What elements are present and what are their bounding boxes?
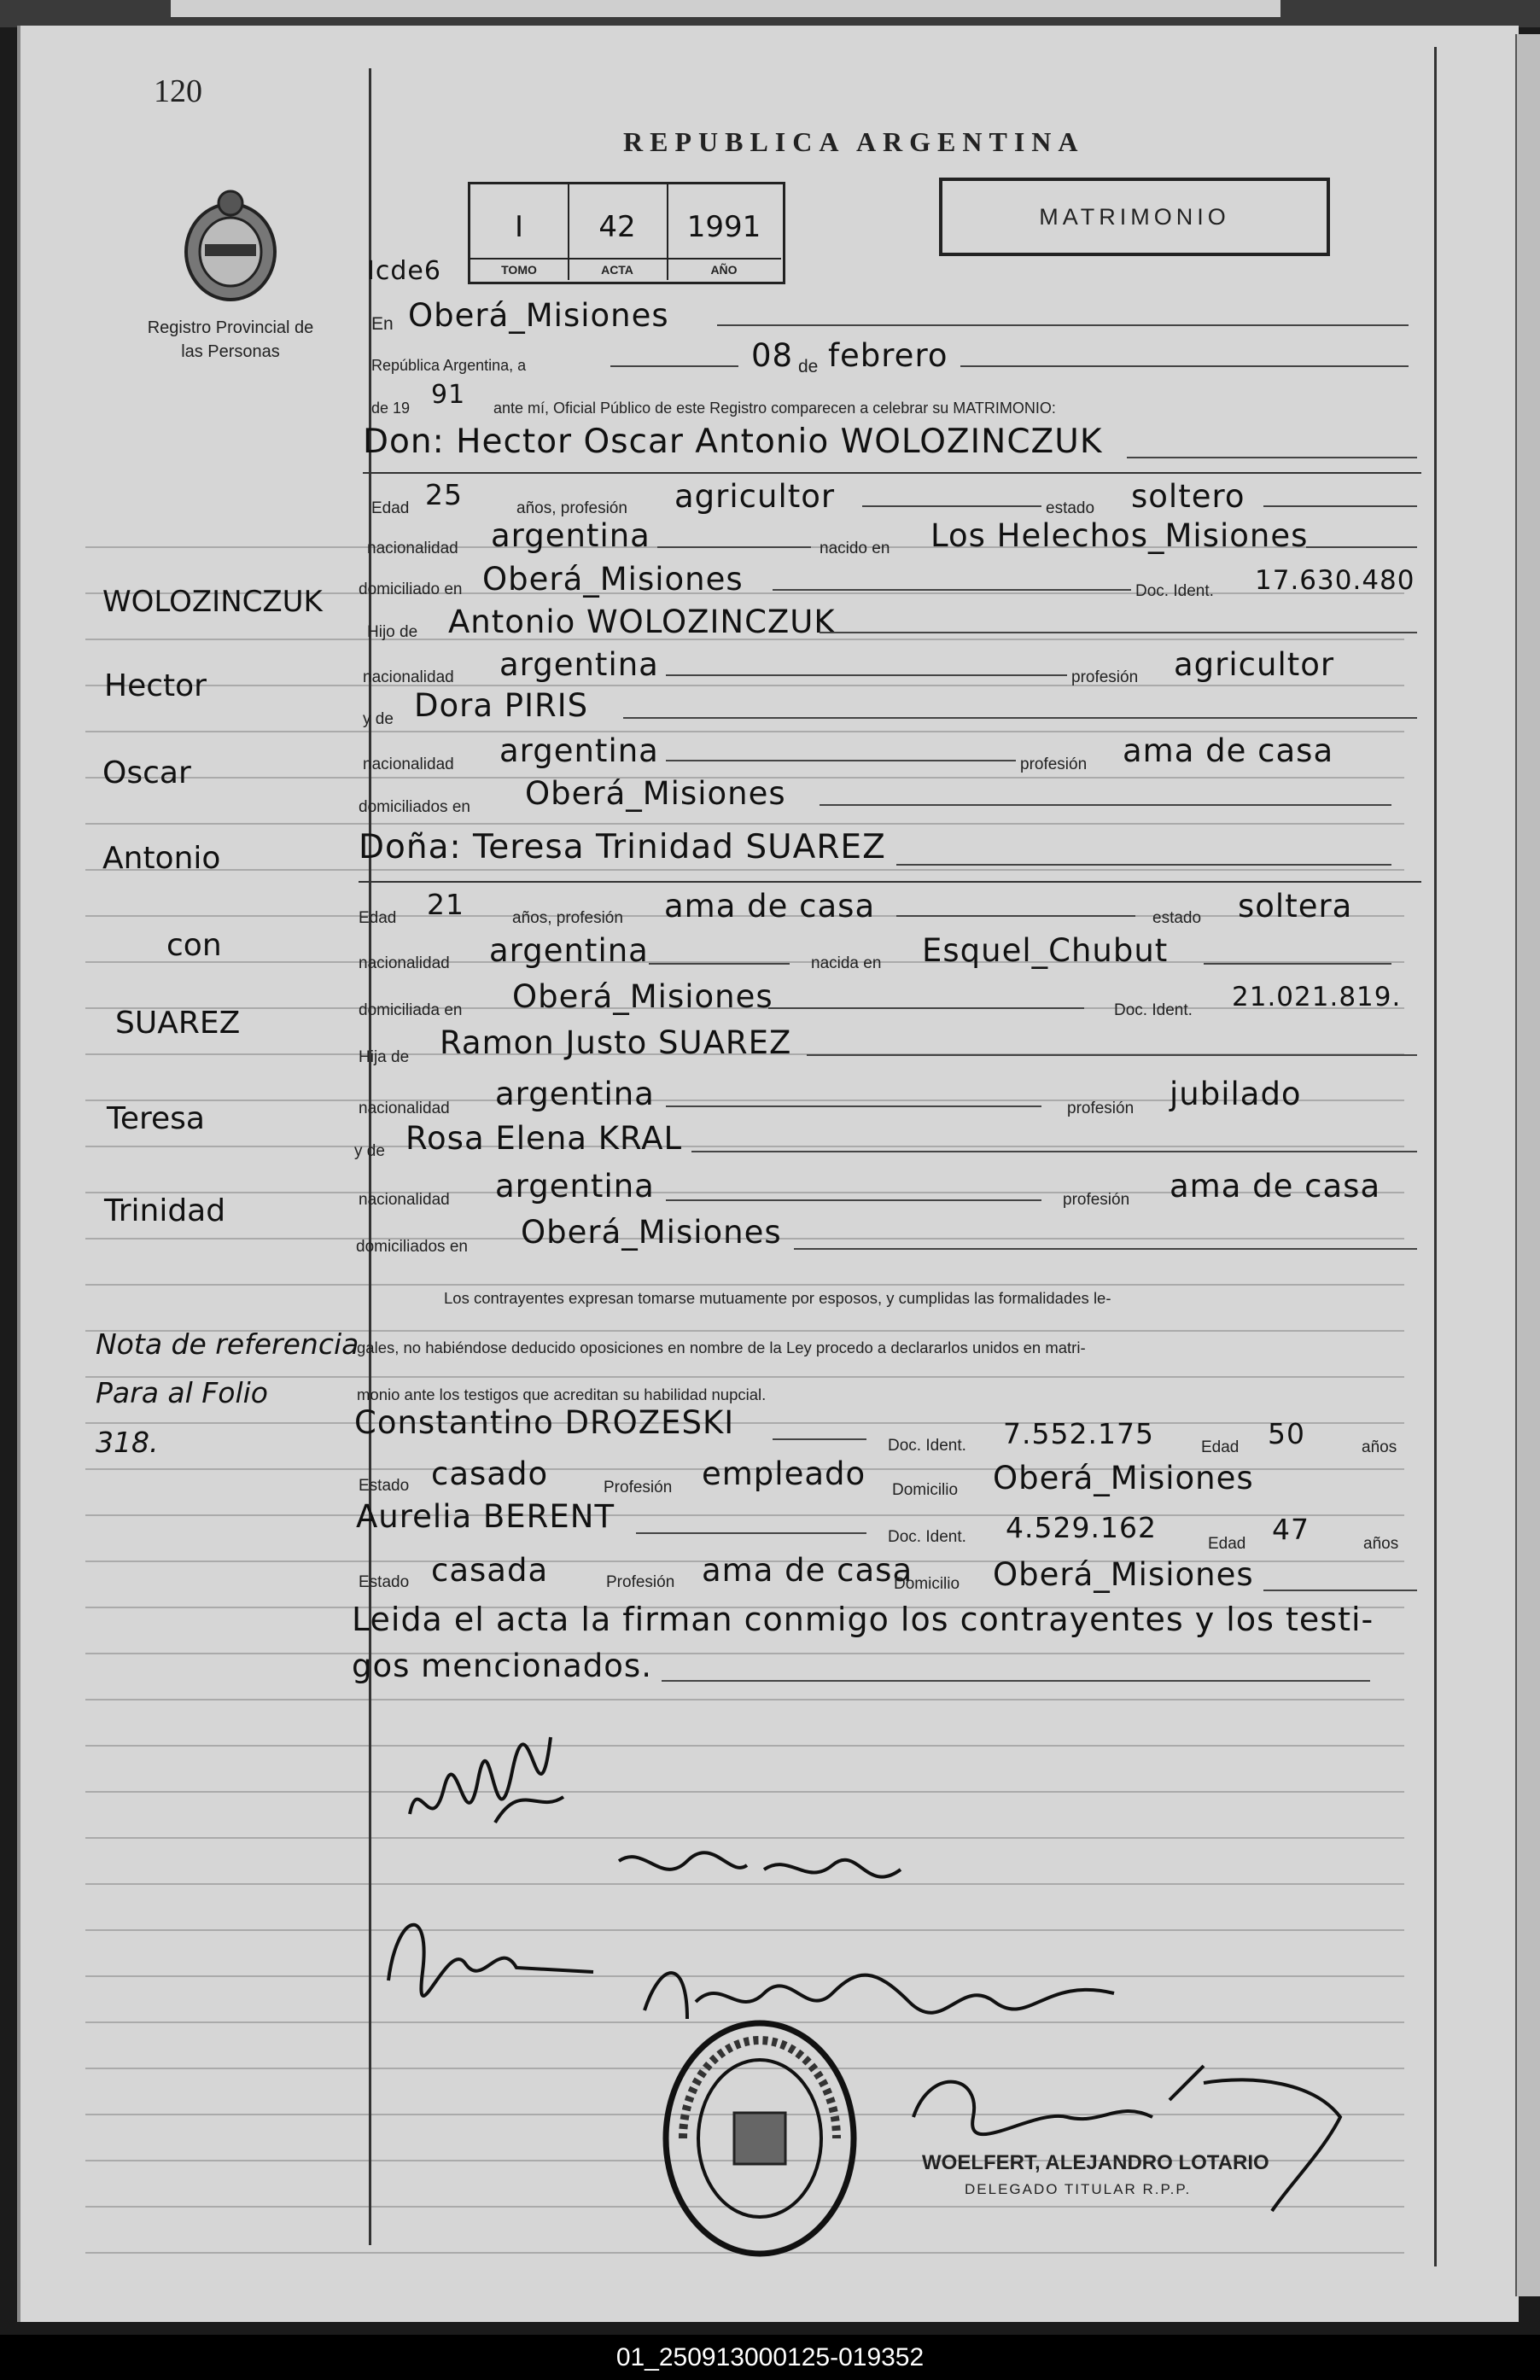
groom-father-profession: agricultor (1174, 646, 1335, 683)
fill-line (666, 1105, 1041, 1107)
edad-label: Edad (1208, 1535, 1246, 1553)
official-stamp-name: WOELFERT, ALEJANDRO LOTARIO (922, 2151, 1269, 2174)
bride-estado: soltera (1238, 888, 1353, 925)
bride-mother-profession: ama de casa (1170, 1168, 1381, 1205)
witness2-profession: ama de casa (702, 1552, 913, 1589)
domicilio-label: Domicilio (894, 1575, 960, 1593)
fill-line (657, 546, 811, 548)
paragraph-line-3: monio ante los testigos que acreditan su habilidad nupcial. (357, 1385, 767, 1403)
year-suffix: 91 (431, 380, 466, 410)
witness1-name: Constantino DROZESKI (354, 1404, 735, 1441)
margin-name-5: Trinidad (104, 1193, 226, 1228)
margin-note-2: Para al Folio (96, 1376, 268, 1409)
year-prefix: de 19 (371, 400, 411, 417)
groom-profession: agricultor (674, 478, 836, 515)
fill-line (1263, 505, 1417, 507)
tomo-value: I (514, 210, 524, 244)
acta-box (568, 184, 668, 280)
fill-line (666, 1199, 1041, 1201)
fill-line (1263, 1590, 1417, 1591)
acta-label: ACTA (568, 258, 667, 280)
paragraph-line-2: gales, no habiéndose deducido oposiciones en nombre de la Ley procedo a declararlos unidos en matri- (357, 1339, 1086, 1356)
profesion-label: Profesión (606, 1573, 675, 1591)
ruled-line (85, 1422, 1404, 1424)
nacido-label: nacido en (820, 540, 890, 557)
act-type-box: MATRIMONIO (939, 178, 1330, 256)
witness1-domicile: Oberá_Misiones (993, 1460, 1254, 1496)
witness2-age: 47 (1272, 1513, 1310, 1546)
margin-con: con (166, 928, 222, 963)
witness2-estado: casada (431, 1552, 549, 1589)
fill-line (794, 1248, 1417, 1250)
hijo-label: Hijo de (367, 623, 418, 641)
ruled-line (85, 823, 1404, 825)
doc-label: Doc. Ident. (1114, 1001, 1193, 1019)
edad-label: Edad (371, 499, 410, 517)
official-stamp-title: DELEGADO TITULAR R.P.P. (965, 2181, 1192, 2197)
domicilio-label: Domicilio (892, 1481, 959, 1499)
fill-line (717, 324, 1409, 326)
witness2-name: Aurelia BERENT (356, 1498, 615, 1535)
groom-mother-nationality: argentina (499, 732, 659, 769)
witness1-signature (363, 1887, 619, 2006)
ruled-line (85, 869, 1404, 871)
anos-label: años (1363, 1535, 1399, 1553)
fill-line (896, 915, 1135, 917)
closing-line-1: Leida el acta la firman conmigo los contrayentes y los testi- (352, 1601, 1374, 1638)
tomo-label: TOMO (470, 258, 568, 280)
nacida-label: nacida en (811, 954, 882, 972)
note-code: Icde6 (367, 256, 441, 286)
en-label: En (371, 314, 394, 334)
fill-line (820, 632, 1417, 633)
fill-line (773, 1438, 866, 1440)
ruled-line (85, 1376, 1404, 1378)
estado-label: estado (1152, 909, 1202, 927)
page-number: 120 (154, 73, 202, 109)
estado-label: Estado (359, 1573, 410, 1591)
fill-line (623, 717, 1417, 719)
ruled-line (85, 685, 1404, 686)
republica-label: República Argentina, a (371, 357, 527, 374)
fill-line (768, 1007, 1084, 1009)
yde-label: y de (363, 710, 394, 728)
bride-full-name: Doña: Teresa Trinidad SUAREZ (359, 828, 886, 866)
groom-nationality: argentina (491, 517, 650, 554)
margin-name-1: Hector (104, 668, 207, 703)
nacionalidad-label: nacionalidad (363, 668, 454, 686)
margin-name-4: Teresa (107, 1101, 205, 1136)
day: 08 (751, 337, 794, 374)
witness1-profession: empleado (702, 1455, 866, 1492)
bride-nationality: argentina (489, 932, 649, 969)
edad-label: Edad (1201, 1438, 1240, 1456)
anos-profesion-label: años, profesión (516, 499, 627, 517)
witness2-doc: 4.529.162 (1006, 1511, 1157, 1544)
official-seal (657, 2015, 862, 2262)
fill-line (1127, 457, 1417, 458)
groom-father: Antonio WOLOZINCZUK (448, 604, 836, 640)
ruled-line (85, 1146, 1404, 1147)
doc-label: Doc. Ident. (1135, 582, 1214, 600)
nacionalidad-label: nacionalidad (359, 1191, 450, 1209)
tomo-box (470, 184, 569, 280)
bride-domicile: Oberá_Misiones (512, 978, 773, 1015)
profesion-label: Profesión (604, 1479, 673, 1496)
groom-mother: Dora PIRIS (414, 687, 589, 724)
place: Oberá_Misiones (408, 297, 669, 334)
fill-line (960, 365, 1409, 367)
fill-line (773, 589, 1131, 591)
estado-label: Estado (359, 1477, 410, 1495)
ruled-line (85, 1745, 1404, 1747)
bride-father-nationality: argentina (495, 1076, 655, 1112)
acta-value: 42 (598, 210, 636, 244)
bride-parents-domicile: Oberá_Misiones (521, 1214, 782, 1251)
nacionalidad-label: nacionalidad (359, 1100, 450, 1117)
header-title: REPUBLICA ARGENTINA (623, 126, 1085, 157)
ano-label: AÑO (667, 258, 781, 280)
groom-father-nationality: argentina (499, 646, 659, 683)
ano-value: 1991 (686, 210, 761, 244)
bride-father: Ramon Justo SUAREZ (440, 1024, 792, 1061)
tomo-acta-ano-boxes (468, 182, 785, 284)
fill-line (1306, 546, 1417, 548)
nacionalidad-label: nacionalidad (363, 755, 454, 773)
bride-mother: Rosa Elena KRAL (405, 1120, 683, 1157)
anos-label: años (1362, 1438, 1397, 1456)
hija-label: Hija de (359, 1048, 410, 1066)
de-label: de (798, 357, 819, 376)
doc-label: Doc. Ident. (888, 1528, 966, 1546)
bride-age: 21 (427, 888, 464, 921)
right-border-line (1434, 47, 1437, 2266)
footer-id: 01_250913000125-019352 (0, 2335, 1540, 2380)
fill-line (636, 1532, 866, 1534)
nacionalidad-label: nacionalidad (359, 954, 450, 972)
margin-surname-groom: WOLOZINCZUK (102, 585, 323, 619)
groom-doc: 17.630.480 (1255, 565, 1415, 596)
estado-label: estado (1046, 499, 1095, 517)
witness1-estado: casado (431, 1455, 549, 1492)
domiciliados-label: domiciliados en (356, 1238, 468, 1256)
edad-label: Edad (359, 909, 397, 927)
fill-line (807, 1054, 1417, 1056)
ruled-line (85, 1791, 1404, 1793)
margin-name-2: Oscar (102, 755, 191, 790)
month: febrero (828, 337, 948, 374)
yde-label: y de (354, 1142, 385, 1160)
margin-surname-bride: SUAREZ (115, 1006, 241, 1041)
bride-father-profession: jubilado (1170, 1076, 1302, 1112)
paragraph-line-1: Los contrayentes expresan tomarse mutuamente por esposos, y cumplidas las formalidades le- (444, 1289, 1111, 1307)
groom-full-name: Don: Hector Oscar Antonio WOLOZINCZUK (363, 423, 1103, 461)
registry-label: Registro Provincial de las Personas (147, 318, 314, 361)
fill-line (649, 963, 790, 965)
ruled-line (85, 1284, 1404, 1286)
doc-label: Doc. Ident. (888, 1437, 966, 1455)
ano-box (667, 184, 781, 280)
fill-line (610, 365, 738, 367)
groom-mother-profession: ama de casa (1123, 732, 1334, 769)
closing-line-2: gos mencionados. (352, 1648, 652, 1684)
domiciliado-label: domiciliado en (359, 580, 463, 598)
intro-text: ante mí, Oficial Público de este Registro comparecen a celebrar su MATRIMONIO: (493, 400, 1056, 417)
bride-birthplace: Esquel_Chubut (922, 932, 1169, 969)
margin-note-1: Nota de referencia (96, 1327, 359, 1361)
bride-signature (610, 1827, 918, 1912)
groom-estado: soltero (1131, 478, 1245, 515)
profesion-label: profesión (1063, 1191, 1130, 1209)
groom-age: 25 (425, 478, 463, 511)
profesion-label: profesión (1071, 668, 1139, 686)
domiciliada-label: domiciliada en (359, 1001, 463, 1019)
groom-signature (393, 1720, 598, 1874)
fill-line (1204, 963, 1391, 965)
top-strip (0, 0, 1540, 27)
margin-note-3: 318. (96, 1426, 159, 1459)
nacionalidad-label: nacionalidad (367, 540, 458, 557)
profesion-label: profesión (1020, 755, 1088, 773)
fill-line (820, 804, 1391, 806)
fill-line (691, 1151, 1417, 1152)
groom-parents-domicile: Oberá_Misiones (525, 775, 786, 812)
margin-name-3: Antonio (102, 841, 221, 876)
groom-domicile: Oberá_Misiones (482, 561, 744, 598)
fill-line (862, 505, 1041, 507)
section-divider (363, 472, 1421, 474)
profesion-label: profesión (1067, 1100, 1135, 1117)
fill-line (666, 760, 1016, 761)
bride-mother-nationality: argentina (495, 1168, 655, 1205)
bride-doc: 21.021.819. (1232, 982, 1402, 1012)
section-divider (359, 881, 1421, 883)
ruled-line (85, 1699, 1404, 1700)
witness2-domicile: Oberá_Misiones (993, 1556, 1254, 1593)
witness1-age: 50 (1268, 1417, 1305, 1450)
fill-line (662, 1680, 1370, 1682)
fill-line (666, 674, 1067, 676)
ruled-line (85, 1653, 1404, 1654)
bride-profession: ama de casa (664, 888, 876, 925)
domiciliados-label: domiciliados en (359, 798, 470, 816)
ruled-line (85, 1929, 1404, 1931)
witness1-doc: 7.552.175 (1003, 1417, 1154, 1450)
next-page-edge (1515, 34, 1540, 2296)
groom-birthplace: Los Helechos_Misiones (930, 517, 1309, 554)
coat-of-arms-icon (179, 188, 282, 303)
anos-profesion-label: años, profesión (512, 909, 623, 927)
fill-line (896, 864, 1391, 866)
ruled-line (85, 1514, 1404, 1516)
